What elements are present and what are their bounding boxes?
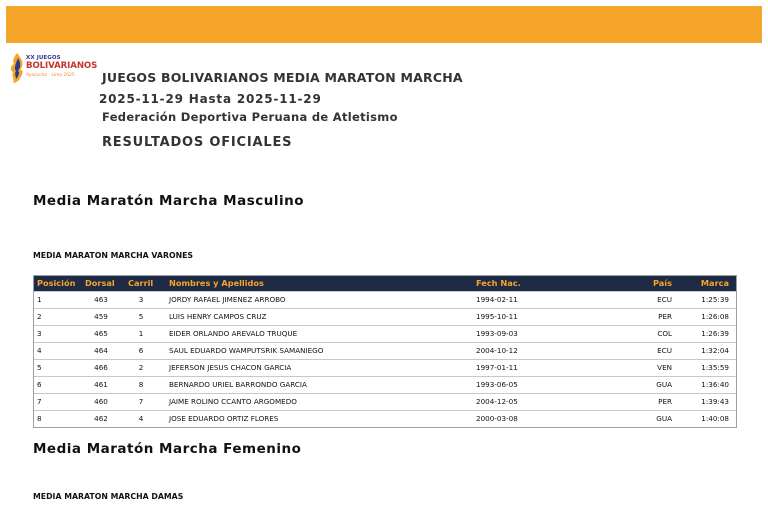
cell-posicion: 3 (37, 329, 42, 338)
cell-nombre: SAUL EDUARDO WAMPUTSRIK SAMANIEGO (169, 346, 324, 355)
logo-line-2: BOLIVARIANOS (26, 61, 98, 71)
cell-fech-nac: 2000-03-08 (476, 414, 518, 423)
cell-dorsal: 466 (94, 363, 108, 372)
cell-posicion: 1 (37, 295, 42, 304)
cell-fech-nac: 1994-02-11 (476, 295, 518, 304)
flame-logo-icon (8, 52, 26, 84)
cell-marca: 1:35:59 (701, 363, 729, 372)
col-pais: País (653, 278, 672, 288)
col-nombres: Nombres y Apellidos (169, 278, 264, 288)
cell-fech-nac: 1993-06-05 (476, 380, 518, 389)
cell-pais: GUA (656, 380, 672, 389)
cell-dorsal: 459 (94, 312, 108, 321)
col-marca: Marca (700, 278, 729, 288)
results-label: RESULTADOS OFICIALES (102, 135, 293, 150)
cell-marca: 1:25:39 (701, 295, 729, 304)
cell-nombre: JOSE EDUARDO ORTIZ FLORES (169, 414, 279, 423)
logo-line-1: XX JUEGOS (26, 55, 61, 61)
cell-marca: 1:36:40 (701, 380, 729, 389)
cell-dorsal: 465 (94, 329, 108, 338)
cell-dorsal: 460 (94, 397, 108, 406)
cell-carril: 5 (138, 312, 144, 321)
cell-pais: ECU (657, 346, 672, 355)
games-logo (8, 52, 98, 84)
col-posicion: Posición (37, 278, 76, 288)
cell-pais: PER (658, 397, 672, 406)
col-dorsal: Dorsal (85, 278, 115, 288)
table-row (34, 291, 736, 308)
table-header (34, 276, 736, 291)
cell-fech-nac: 1993-09-03 (476, 329, 518, 338)
cell-posicion: 5 (37, 363, 42, 372)
table-row (34, 325, 736, 342)
cell-fech-nac: 1997-01-11 (476, 363, 518, 372)
logo-line-3: Ayacucho - Lima 2025 (26, 73, 75, 78)
cell-pais: VEN (657, 363, 672, 372)
table-row (34, 376, 736, 393)
cell-fech-nac: 1995-10-11 (476, 312, 518, 321)
event-title: JUEGOS BOLIVARIANOS MEDIA MARATON MARCHA (102, 70, 463, 85)
cell-posicion: 8 (37, 414, 42, 423)
cell-posicion: 6 (37, 380, 42, 389)
federation-name: Federación Deportiva Peruana de Atletismo (102, 110, 398, 124)
cell-carril: 4 (138, 414, 144, 423)
cell-fech-nac: 2004-12-05 (476, 397, 518, 406)
cell-nombre: EIDER ORLANDO AREVALO TRUQUE (169, 329, 298, 338)
cell-dorsal: 462 (94, 414, 108, 423)
cell-posicion: 7 (37, 397, 42, 406)
cell-nombre: JEFERSON JESUS CHACON GARCIA (169, 363, 292, 372)
cell-marca: 1:40:08 (701, 414, 729, 423)
cell-nombre: JORDY RAFAEL JIMENEZ ARROBO (169, 295, 286, 304)
event-dates: 2025-11-29 Hasta 2025-11-29 (99, 92, 322, 106)
table-row (34, 342, 736, 359)
section-title-men: Media Maratón Marcha Masculino (33, 193, 304, 209)
cell-pais: ECU (657, 295, 672, 304)
cell-marca: 1:39:43 (701, 397, 729, 406)
cell-nombre: LUIS HENRY CAMPOS CRUZ (169, 312, 267, 321)
cell-dorsal: 464 (94, 346, 108, 355)
col-carril: Carril (128, 278, 154, 288)
col-fech-nac: Fech Nac. (476, 278, 521, 288)
cell-pais: GUA (656, 414, 672, 423)
table-row (34, 308, 736, 325)
cell-carril: 6 (138, 346, 144, 355)
cell-carril: 7 (138, 397, 144, 406)
cell-pais: COL (657, 329, 672, 338)
cell-marca: 1:32:04 (701, 346, 729, 355)
cell-carril: 1 (138, 329, 144, 338)
table-row (34, 393, 736, 410)
section-subtitle-men: MEDIA MARATON MARCHA VARONES (33, 251, 194, 260)
cell-nombre: JAIME ROLINO CCANTO ARGOMEDO (169, 397, 297, 406)
section-subtitle-women: MEDIA MARATON MARCHA DAMAS (33, 492, 184, 501)
table-row (34, 359, 736, 376)
cell-fech-nac: 2004-10-12 (476, 346, 518, 355)
top-banner (6, 6, 762, 43)
section-title-women: Media Maratón Marcha Femenino (33, 441, 302, 457)
cell-marca: 1:26:39 (701, 329, 729, 338)
cell-posicion: 4 (37, 346, 42, 355)
cell-posicion: 2 (37, 312, 42, 321)
cell-marca: 1:26:08 (701, 312, 729, 321)
cell-carril: 3 (138, 295, 144, 304)
cell-nombre: BERNARDO URIEL BARRONDO GARCIA (169, 380, 307, 389)
table-row (34, 410, 736, 427)
cell-dorsal: 463 (94, 295, 108, 304)
results-table (33, 275, 737, 428)
cell-carril: 2 (138, 363, 144, 372)
cell-carril: 8 (138, 380, 144, 389)
cell-pais: PER (658, 312, 672, 321)
cell-dorsal: 461 (94, 380, 108, 389)
